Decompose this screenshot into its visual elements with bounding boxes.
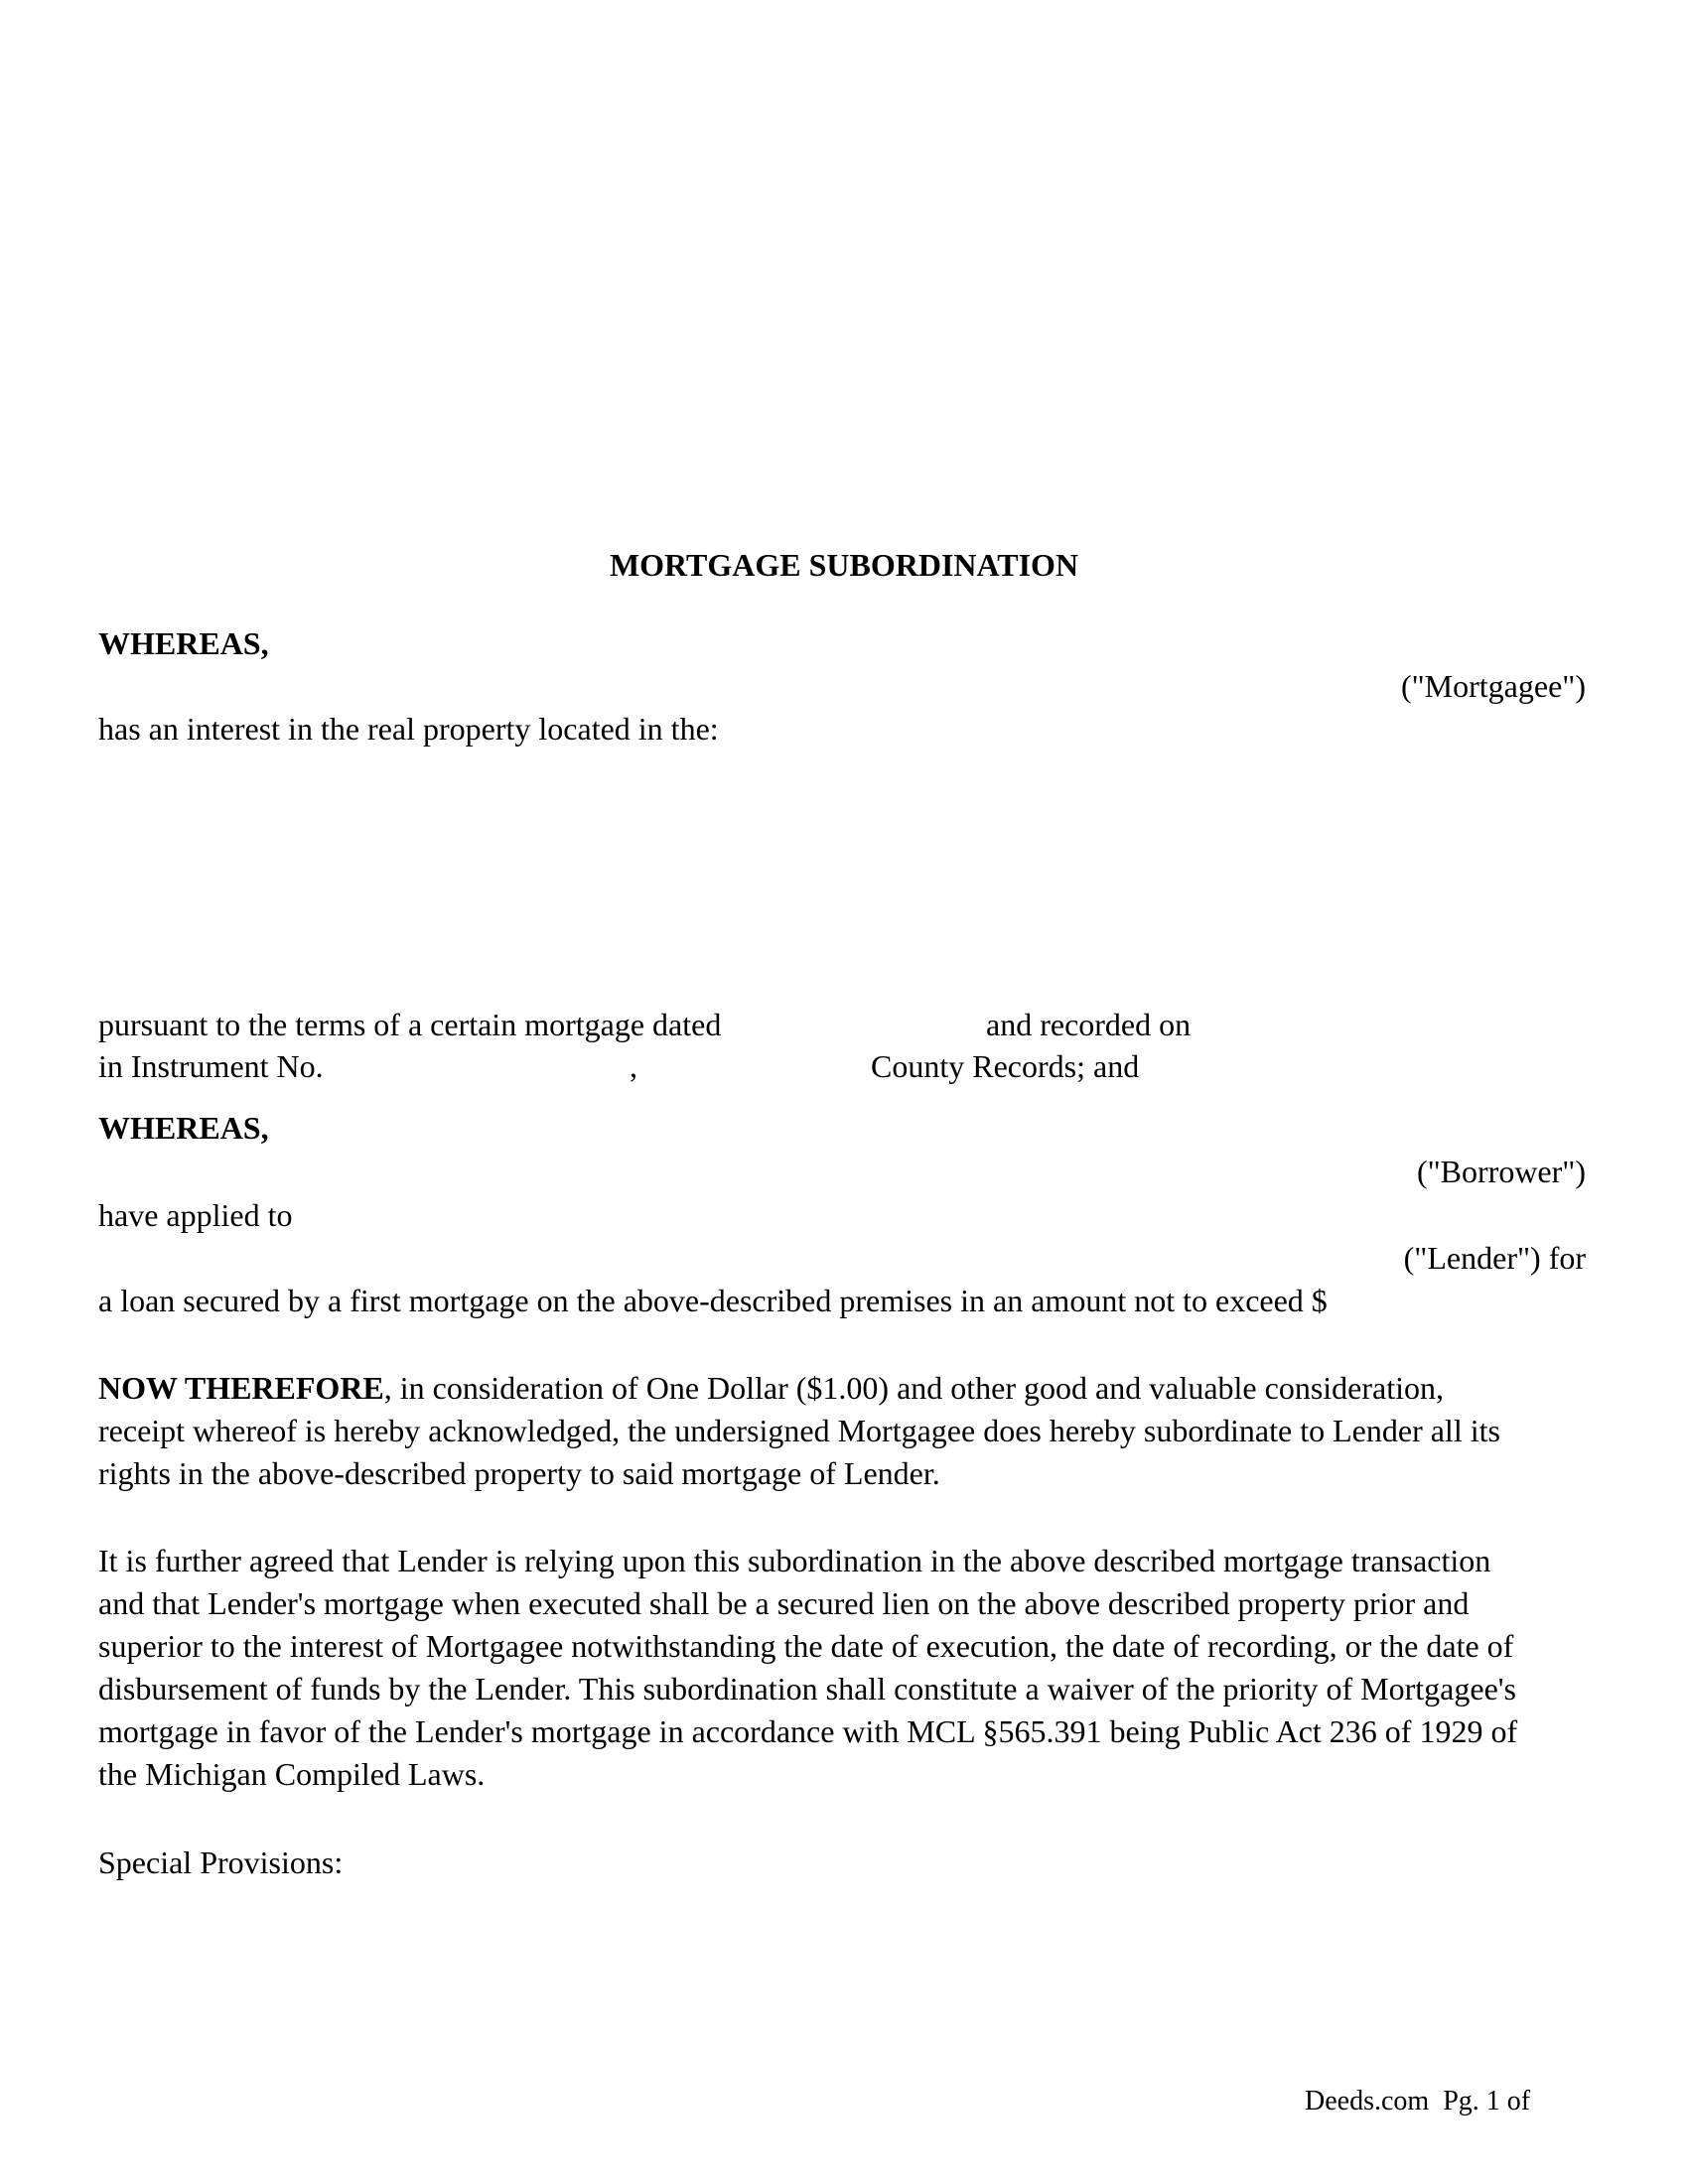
interest-line: has an interest in the real property located in the: [98, 711, 719, 747]
further-agreed-line-6: the Michigan Compiled Laws. [98, 1756, 486, 1792]
county-records-label: County Records; and [871, 1048, 1140, 1084]
loan-amount-line: a loan secured by a first mortgage on the above-described premises in an amount not to exceed $ [98, 1283, 1328, 1318]
whereas-heading-1: WHEREAS, [98, 625, 269, 661]
footer-page-label: Pg. 1 of [1443, 2086, 1531, 2116]
further-agreed-line-2: and that Lender's mortgage when executed shall be a secured lien on the above described property prior and [98, 1585, 1470, 1621]
special-provisions-label: Special Provisions: [98, 1844, 344, 1880]
now-therefore-line-1 [98, 1372, 1444, 1404]
footer-brand: Deeds.com [1305, 2086, 1430, 2116]
instrument-comma: , [630, 1048, 637, 1084]
further-agreed-line-1: It is further agreed that Lender is relying upon this subordination in the above described mortgage transaction [98, 1543, 1491, 1578]
further-agreed-line-4: disbursement of funds by the Lender. This subordination shall constitute a waiver of the priority of Mortgagee's [98, 1671, 1516, 1706]
whereas-heading-2: WHEREAS, [98, 1110, 269, 1146]
further-agreed-line-5: mortgage in favor of the Lender's mortgage in accordance with MCL §565.391 being Public Act 236 of 1929 of [98, 1713, 1518, 1749]
now-therefore-line-3: rights in the above-described property to said mortgage of Lender. [98, 1455, 940, 1491]
further-agreed-line-3: superior to the interest of Mortgagee notwithstanding the date of execution, the date of recording, or the date of [98, 1628, 1514, 1664]
mortgagee-tag: ("Mortgagee") [1400, 668, 1586, 704]
borrower-tag: ("Borrower") [1416, 1154, 1586, 1189]
lender-tag: ("Lender") for [1403, 1240, 1586, 1276]
now-therefore-heading: NOW THEREFORE [98, 1370, 384, 1406]
footer [1305, 2088, 1530, 2116]
applied-to-line: have applied to [98, 1197, 293, 1233]
document-title: MORTGAGE SUBORDINATION [609, 547, 1079, 583]
recorded-on-label: and recorded on [986, 1007, 1192, 1042]
now-therefore-line-1-text: , in consideration of One Dollar ($1.00) and other good and valuable consideration, [383, 1370, 1445, 1406]
instrument-no-label: in Instrument No. [98, 1048, 324, 1084]
pursuant-line: pursuant to the terms of a certain mortgage dated [98, 1007, 722, 1042]
now-therefore-line-2: receipt whereof is hereby acknowledged, the undersigned Mortgagee does hereby subordinate to Lender all its [98, 1413, 1500, 1448]
